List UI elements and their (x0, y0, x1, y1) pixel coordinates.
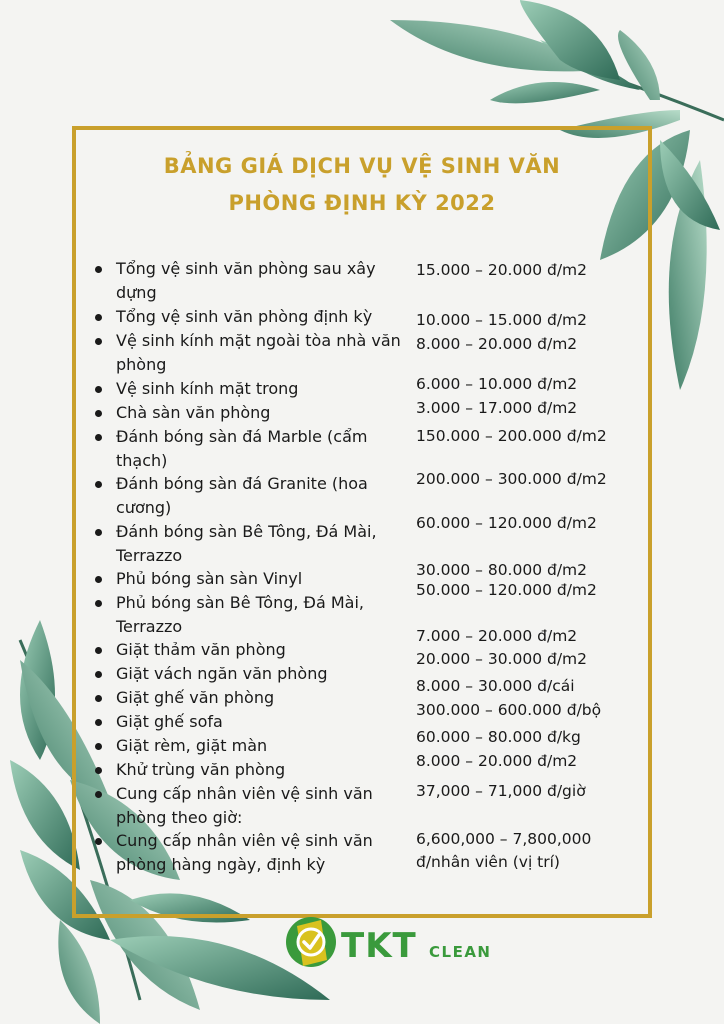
service-price: 60.000 – 120.000 đ/m2 (416, 514, 597, 532)
bullet (95, 266, 102, 273)
brand-logo (283, 912, 503, 972)
bullet (95, 743, 102, 750)
bullet (95, 647, 102, 654)
service-price: 6.000 – 10.000 đ/m2 (416, 375, 578, 393)
service-name: Chà sàn văn phòng (116, 403, 271, 422)
service-price: 50.000 – 120.000 đ/m2 (416, 581, 597, 599)
bullet (95, 338, 102, 345)
brand-subtitle: CLEAN (429, 943, 492, 961)
service-name: Tổng vệ sinh văn phòng sau xây dựng (116, 259, 376, 302)
service-name: Cung cấp nhân viên vệ sinh văn phòng theo giờ: (116, 784, 373, 827)
bullet (95, 695, 102, 702)
title-line-1: BẢNG GIÁ DỊCH VỤ VỆ SINH VĂN (163, 154, 561, 178)
service-name: Vệ sinh kính mặt ngoài tòa nhà văn phòng (116, 331, 401, 374)
service-price: 15.000 – 20.000 đ/m2 (416, 261, 588, 279)
service-price: 10.000 – 15.000 đ/m2 (416, 311, 588, 329)
title-line-2: PHÒNG ĐỊNH KỲ 2022 (228, 191, 496, 215)
bullet (95, 671, 102, 678)
bullet (95, 386, 102, 393)
service-name: Giặt rèm, giặt màn (116, 736, 268, 755)
brand-mark-icon (283, 914, 339, 970)
service-name: Khử trùng văn phòng (116, 760, 286, 779)
service-price: 8.000 – 20.000 đ/m2 (416, 752, 578, 770)
service-name: Phủ bóng sàn sàn Vinyl (116, 569, 303, 588)
service-name: Đánh bóng sàn đá Marble (cẩm thạch) (116, 427, 368, 470)
service-name: Vệ sinh kính mặt trong (116, 379, 299, 398)
service-price: 300.000 – 600.000 đ/bộ (416, 701, 602, 719)
service-name: Cung cấp nhân viên vệ sinh văn phòng hàng ngày, định kỳ (116, 831, 373, 874)
service-price: 37,000 – 71,000 đ/giờ (416, 782, 586, 800)
service-name: Giặt ghế sofa (116, 712, 223, 731)
service-name: Đánh bóng sàn đá Granite (hoa cương) (116, 474, 368, 517)
service-name: Đánh bóng sàn Bê Tông, Đá Mài, Terrazzo (116, 522, 377, 565)
service-price: 6,600,000 – 7,800,000 đ/nhân viên (vị trí) (416, 830, 592, 871)
service-name: Giặt ghế văn phòng (116, 688, 275, 707)
bullet (95, 410, 102, 417)
bullet (95, 767, 102, 774)
service-price: 150.000 – 200.000 đ/m2 (416, 427, 607, 445)
bullet (95, 314, 102, 321)
bullet (95, 434, 102, 441)
bullet (95, 576, 102, 583)
bullet (95, 481, 102, 488)
bullet (95, 529, 102, 536)
service-price: 8.000 – 20.000 đ/m2 (416, 335, 578, 353)
service-price: 60.000 – 80.000 đ/kg (416, 728, 581, 746)
brand-name: TKT (341, 926, 417, 966)
bullet (95, 600, 102, 607)
service-price: 8.000 – 30.000 đ/cái (416, 677, 575, 695)
bullet (95, 791, 102, 798)
service-price: 20.000 – 30.000 đ/m2 (416, 650, 588, 668)
bullet (95, 838, 102, 845)
service-price: 200.000 – 300.000 đ/m2 (416, 470, 607, 488)
service-price: 30.000 – 80.000 đ/m2 (416, 561, 588, 579)
service-price: 3.000 – 17.000 đ/m2 (416, 399, 578, 417)
service-name: Tổng vệ sinh văn phòng định kỳ (116, 307, 373, 326)
service-name: Phủ bóng sàn Bê Tông, Đá Mài, Terrazzo (116, 593, 364, 636)
service-name: Giặt vách ngăn văn phòng (116, 664, 328, 683)
service-price: 7.000 – 20.000 đ/m2 (416, 627, 578, 645)
bullet (95, 719, 102, 726)
service-name: Giặt thảm văn phòng (116, 640, 286, 659)
